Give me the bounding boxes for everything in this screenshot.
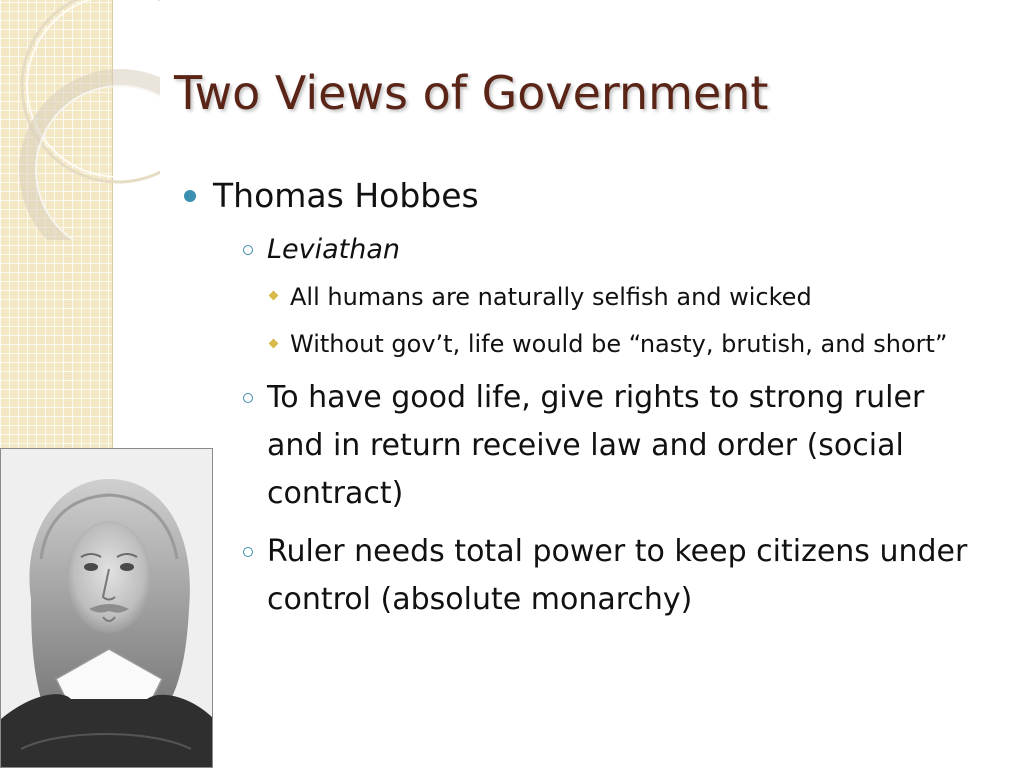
bullet-ring-icon [243, 547, 253, 557]
bullet-text: Leviathan [267, 234, 401, 265]
bullet-level2 [243, 230, 972, 270]
bullet-ring-icon [243, 245, 253, 255]
hobbes-portrait [0, 448, 213, 768]
bullet-ring-icon [243, 393, 253, 403]
bullet-diamond-icon [269, 291, 279, 301]
bullet-level2 [243, 374, 972, 518]
bullet-list [182, 172, 972, 624]
bullet-text: Without gov’t, life would be “nasty, brutish, and short” [290, 330, 948, 358]
bullet-text: Ruler needs total power to keep citizens under control (absolute monarchy) [267, 534, 968, 617]
bullet-level2 [243, 528, 972, 624]
bullet-text: To have good life, give rights to strong ruler and in return receive law and order (social contract) [267, 380, 925, 511]
slide-title: Two Views of Government [174, 66, 769, 120]
portrait-icon [1, 449, 212, 767]
decorative-rings-icon [0, 0, 160, 240]
bullet-text: Thomas Hobbes [213, 176, 479, 215]
bullet-diamond-icon [269, 339, 279, 349]
bullet-dot-icon [184, 190, 196, 202]
bullet-level3 [270, 276, 972, 318]
bullet-text: All humans are naturally selfish and wicked [290, 283, 812, 311]
bullet-level1 [182, 172, 972, 220]
bullet-level3 [270, 324, 972, 364]
